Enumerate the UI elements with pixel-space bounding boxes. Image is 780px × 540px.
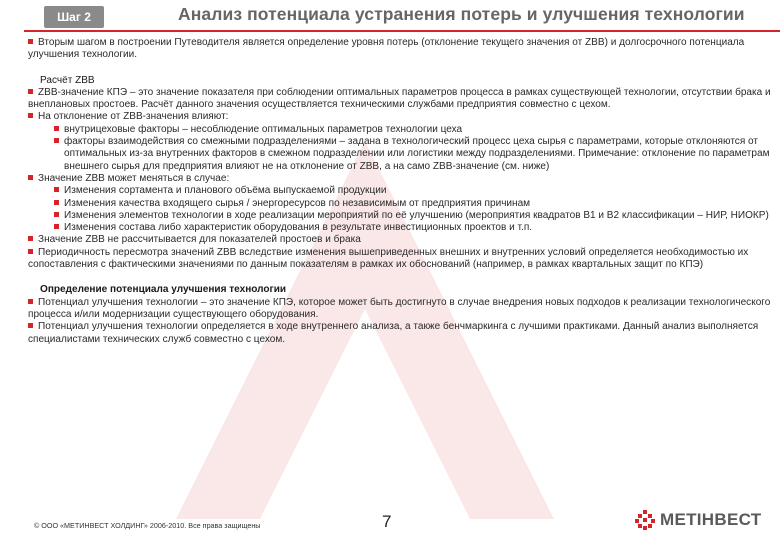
list-item: Изменения качества входящего сырья / энергоресурсов по независимым от предприятия причинам: [28, 198, 774, 210]
bullet-icon: [28, 113, 33, 118]
zbb-definition: ZBB-значение КПЭ – это значение показателя при соблюдении оптимальных параметров процесса в рамках существующей технологии, отсутствии брака и внеплановых простоев. Расчёт данного значения осуществляется техническими службами предприятия совместно с цехом.: [28, 86, 771, 111]
bullet-icon: [28, 236, 33, 241]
bullet-icon: [54, 126, 59, 131]
potential-heading: Определение потенциала улучшения технологии: [40, 284, 287, 296]
metinvest-logo-icon: [634, 509, 656, 531]
copyright-notice: © ООО «МЕТИНВЕСТ ХОЛДИНГ» 2006-2010. Все права защищены: [34, 521, 261, 530]
intro-paragraph: Вторым шагом в построении Путеводителя является определение уровня потерь (отклонение текущего значения от ZBB) и долгосрочного потенциала улучшения технологии.: [28, 37, 745, 61]
zbb-heading: Расчёт ZBB: [40, 74, 95, 86]
bullet-icon: [54, 138, 59, 143]
page-number: 7: [382, 512, 392, 531]
bullet-icon: [54, 224, 59, 229]
potential-analysis: Потенциал улучшения технологии определяется в ходе внутреннего анализа, а также бенчмаркинга с лучшими практиками. Данный анализ выполняется специалистами технических служб совместно с цехом.: [28, 321, 759, 345]
slide-content: [28, 37, 774, 346]
zbb-not-calculated: Значение ZBB не рассчитывается для показателей простоев и брака: [28, 234, 774, 246]
step-badge: Шаг 2: [44, 6, 104, 28]
logo-text: МЕТІНВЕСТ: [660, 510, 762, 529]
list-item: Изменения состава либо характеристик оборудования в результате инвестиционных проектов и т.п.: [28, 222, 774, 234]
list-item: внутрицеховые факторы – несоблюдение оптимальных параметров технологии цеха: [28, 124, 774, 136]
list-item: Изменения элементов технологии в ходе реализации мероприятий по её улучшению (мероприятия квадратов B1 и B2 классификации – НИР, НИОКР): [28, 210, 774, 222]
bullet-icon: [28, 323, 33, 328]
title-divider: [24, 30, 780, 32]
zbb-deviation-factors: На отклонение от ZBB-значения влияют:: [28, 111, 774, 123]
bullet-icon: [54, 187, 59, 192]
list-item: Изменения сортамента и планового объёма выпускаемой продукции: [28, 185, 774, 197]
zbb-review-periodicity: Периодичность пересмотра значений ZBB вследствие изменения вышеприведенных внешних и внутренних условий определяется необходимостью их сопоставления с фактическими значениями по данным показателям в рамках их обоснований (например, в рамках квартальных защит по КПЭ): [28, 246, 749, 271]
bullet-icon: [28, 249, 33, 254]
bullet-icon: [28, 89, 33, 94]
bullet-icon: [28, 39, 33, 44]
metinvest-logo: [634, 509, 761, 531]
bullet-icon: [28, 299, 33, 304]
bullet-icon: [54, 212, 59, 217]
bullet-icon: [28, 175, 33, 180]
potential-definition: Потенциал улучшения технологии – это значение КПЭ, которое может быть достигнуто в случае внедрения новых подходов к реализации технологического процесса и/или модернизации существующего оборудования.: [28, 296, 771, 320]
bullet-icon: [54, 200, 59, 205]
list-item: факторы взаимодействия со смежными подразделениями – задана в технологический процесс цеха сырья с параметрами, которые отклоняются от оптимальных из-за внутренних факторов в смежном подразделении или логистики между подразделениями. Примечание: отклонение по параметрам внешнего сырья для предприятия влияют не на отклонение от ZBB, а на само ZBB-значение (см. ниже): [28, 136, 774, 173]
zbb-change-cases: Значение ZBB может меняться в случае:: [28, 173, 774, 185]
page-title: Анализ потенциала устранения потерь и улучшения технологии: [178, 4, 745, 24]
